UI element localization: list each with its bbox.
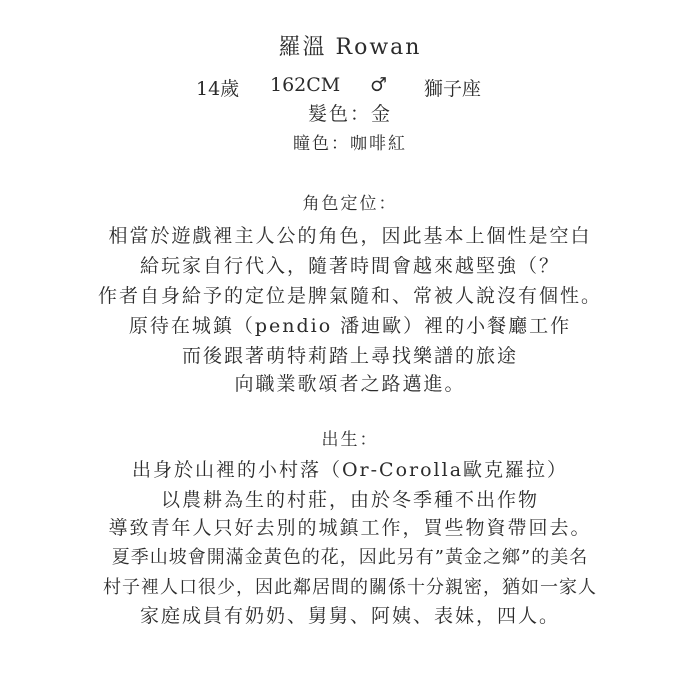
- age-text: 14歲: [196, 78, 240, 100]
- role-line: 給玩家自行代入，隨著時間會越來越堅強（？: [139, 255, 560, 277]
- origin-line: 出身於山裡的小村落（Or-Corolla歐克羅拉）: [131, 459, 569, 481]
- origin-heading: 出生：: [321, 430, 379, 450]
- height-text: 162CM: [270, 74, 341, 96]
- role-line: 相當於遊戲裡主人公的角色，因此基本上個性是空白: [108, 225, 592, 247]
- role-line: 作者自身給予的定位是脾氣隨和、常被人說沒有個性。: [97, 285, 602, 307]
- eye-color-text: 瞳色：咖啡紅: [293, 134, 407, 154]
- origin-line: 導致青年人只好去別的城鎮工作，買些物資帶回去。: [108, 517, 592, 539]
- character-name: 羅溫 Rowan: [278, 35, 422, 60]
- origin-line: 村子裡人口很少，因此鄰居間的關係十分親密，猶如一家人: [103, 577, 597, 598]
- hair-color-text: 髮色：金: [307, 103, 392, 125]
- role-line: 原待在城鎮（pendio 潘迪歐）裡的小餐廳工作: [128, 315, 572, 337]
- origin-line: 以農耕為生的村莊，由於冬季種不出作物: [160, 489, 539, 511]
- role-line: 而後跟著萌特莉踏上尋找樂譜的旅途: [181, 345, 518, 367]
- male-symbol-icon: ♂: [370, 74, 388, 96]
- zodiac-text: 獅子座: [424, 78, 482, 100]
- origin-line: 夏季山坡會開滿金黃色的花，因此另有”黃金之鄉”的美名: [111, 547, 589, 568]
- role-heading: 角色定位：: [302, 194, 398, 214]
- origin-line: 家庭成員有奶奶、舅舅、阿姨、表妹，四人。: [139, 605, 560, 627]
- basic-info-row: [0, 74, 700, 100]
- role-line: 向職業歌頌者之路邁進。: [234, 373, 466, 395]
